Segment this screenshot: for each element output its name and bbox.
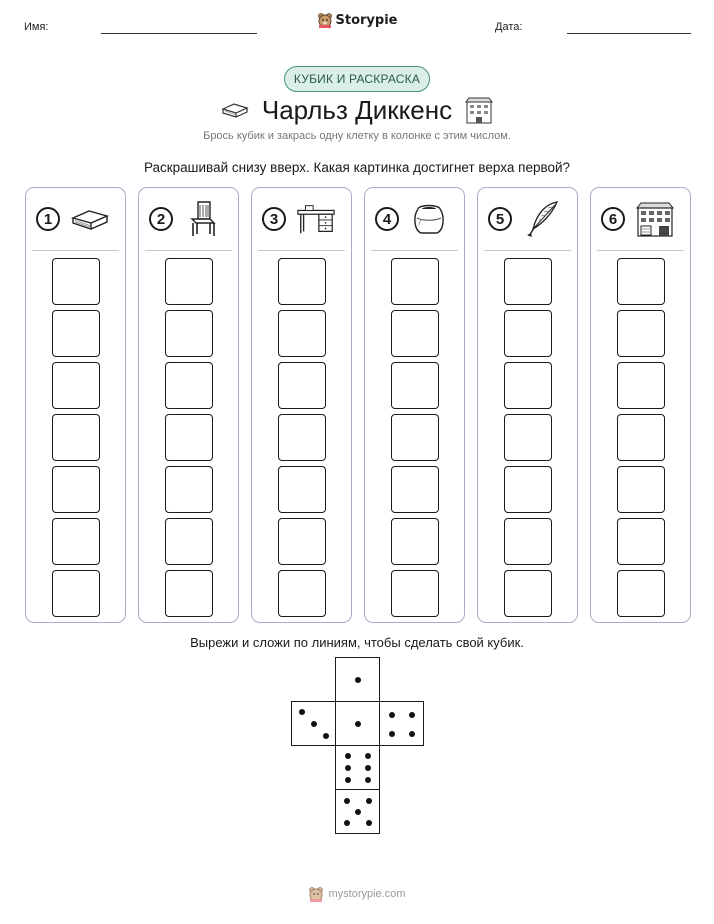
chair-icon — [183, 199, 223, 239]
die-face-4 — [379, 701, 424, 746]
cell[interactable] — [165, 414, 213, 461]
building-icon — [464, 95, 494, 125]
cell[interactable] — [278, 466, 326, 513]
cell[interactable] — [504, 258, 552, 305]
bear-icon — [317, 12, 333, 28]
column-number: 1 — [36, 207, 60, 231]
cell[interactable] — [617, 466, 665, 513]
cell[interactable] — [165, 258, 213, 305]
column-3 — [251, 187, 352, 623]
column-number: 4 — [375, 207, 399, 231]
cell[interactable] — [391, 362, 439, 409]
cell[interactable] — [391, 414, 439, 461]
cell[interactable] — [52, 518, 100, 565]
die-face-5 — [335, 789, 380, 834]
cell[interactable] — [617, 414, 665, 461]
game-columns — [25, 187, 691, 623]
cell[interactable] — [504, 570, 552, 617]
instruction: Раскрашивай снизу вверх. Какая картинка достигнет верха первой? — [143, 160, 571, 175]
column-2 — [138, 187, 239, 623]
cell[interactable] — [391, 570, 439, 617]
cell[interactable] — [278, 570, 326, 617]
die-face-1 — [335, 701, 380, 746]
column-number: 6 — [601, 207, 625, 231]
column-6 — [590, 187, 691, 623]
column-number: 3 — [262, 207, 286, 231]
ink-pot-icon — [409, 199, 449, 239]
cell[interactable] — [504, 310, 552, 357]
cell[interactable] — [617, 518, 665, 565]
die-face-3 — [291, 701, 336, 746]
subtitle: Брось кубик и закрась одну клетку в колонке с этим числом. — [203, 130, 511, 142]
cell[interactable] — [165, 570, 213, 617]
quill-icon — [522, 199, 562, 239]
activity-badge: КУБИК И РАСКРАСКА — [284, 66, 430, 92]
brand-name: Storypie — [335, 12, 398, 28]
cell[interactable] — [165, 310, 213, 357]
column-number: 2 — [149, 207, 173, 231]
column-1 — [25, 187, 126, 623]
page-title: Чарльз Диккенс — [261, 94, 453, 125]
cell[interactable] — [504, 414, 552, 461]
die-face-1 — [335, 657, 380, 702]
cell[interactable] — [617, 362, 665, 409]
cell[interactable] — [278, 362, 326, 409]
cell[interactable] — [278, 414, 326, 461]
cell[interactable] — [391, 518, 439, 565]
cell[interactable] — [52, 414, 100, 461]
cell[interactable] — [52, 258, 100, 305]
cell[interactable] — [504, 362, 552, 409]
cell[interactable] — [617, 570, 665, 617]
cell[interactable] — [278, 258, 326, 305]
cell[interactable] — [278, 310, 326, 357]
cell[interactable] — [278, 518, 326, 565]
book-icon — [220, 100, 250, 120]
cell[interactable] — [617, 310, 665, 357]
cell[interactable] — [504, 518, 552, 565]
cell[interactable] — [391, 310, 439, 357]
cell[interactable] — [504, 466, 552, 513]
book-icon — [70, 199, 110, 239]
date-label: Дата: — [495, 21, 523, 33]
die-face-6 — [335, 745, 380, 790]
cell[interactable] — [165, 518, 213, 565]
date-line[interactable] — [567, 33, 691, 34]
desk-icon — [296, 199, 336, 239]
cell[interactable] — [52, 362, 100, 409]
brand-logo — [0, 12, 714, 28]
cut-instruction: Вырежи и сложи по линиям, чтобы сделать свой кубик. — [190, 635, 524, 650]
cell[interactable] — [391, 258, 439, 305]
cell[interactable] — [391, 466, 439, 513]
cell[interactable] — [52, 310, 100, 357]
bear-icon — [308, 886, 324, 902]
cell[interactable] — [165, 362, 213, 409]
cell[interactable] — [617, 258, 665, 305]
name-label: Имя: — [24, 21, 49, 33]
footer — [0, 886, 714, 902]
cell[interactable] — [165, 466, 213, 513]
name-line[interactable] — [101, 33, 257, 34]
cell[interactable] — [52, 570, 100, 617]
footer-url[interactable]: mystorypie.com — [328, 888, 406, 900]
cell[interactable] — [52, 466, 100, 513]
column-5 — [477, 187, 578, 623]
column-number: 5 — [488, 207, 512, 231]
building-icon — [635, 199, 675, 239]
column-4 — [364, 187, 465, 623]
